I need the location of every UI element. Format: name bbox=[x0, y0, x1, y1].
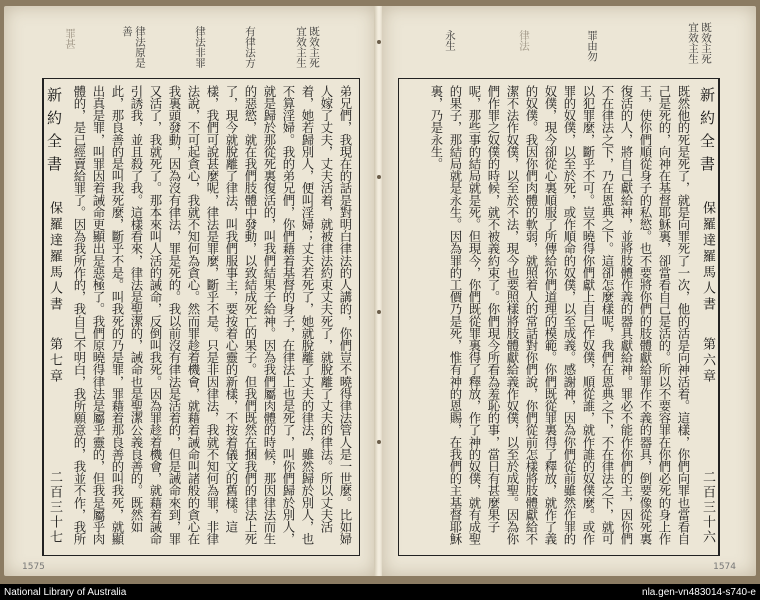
stitch-hole bbox=[377, 40, 381, 44]
margin-note-2: 有律法方 bbox=[244, 26, 256, 68]
margin-note-r1: 既效主死宜效主生 bbox=[687, 22, 712, 64]
pencil-mark-left: 1575 bbox=[22, 562, 45, 572]
left-body-text: 弟兄們，我現在的話是對明白律法的人講的，你們豈不曉得律法管人是一世麼。比如婦人嫁了丈夫，丈夫活着，就被律法約束丈夫死了，就脫離了丈夫的律法。所以丈夫活着，她若歸別人，便叫淫婦；丈夫若死了，她就脫離了丈夫的律法，雖然歸於別人，也不算淫婦。我的弟兄們，你們藉着基督的身子，在律法上也是死了，叫你們歸於別人，就是歸於那從死裏復活的，叫我們結果子給神。因為我們屬肉體的時候，那因律法而生的惡慾，就在我們肢體中發動，以致結成死亡的果子。但我們既然在捆我們的律法上死了，現今就脫離了律法，叫我們服事主，要按着心靈的新樣，不按着儀文的舊樣。這樣，我們可說甚麼呢，律法是罪麼，斷乎不是。只是非因律法，我就不知何為罪，非律法說，不可起貪心，我就不知何為貪心。然而罪趁着機會，就藉着誡命叫諸般的貪心在我裏頭發動，因為沒有律法，罪是死的。我以前沒有律法是活着的，但是誡命來到，罪又活了，我就死了。那本來叫人活的誡命，反倒叫我死。因為罪趁着機會，就藉着誡命引誘我，並且殺了我。這樣看來，律法是聖潔的，誡命也是聖潔公義良善的。既然如此，那良善的是叫我死麼，斷乎不是。叫我死的乃是罪，罪藉着那良善的叫我死，就顯出真是罪，叫罪因着誡命更顯出是惡極了。我們原曉得律法是屬乎靈的，但我是屬乎肉體的，是已經賣給罪了。因為我所作的，我自己不明白，我所願意的，我並不作，我所 bbox=[72, 85, 353, 545]
stitch-hole bbox=[377, 440, 381, 444]
left-running-head bbox=[43, 79, 65, 555]
margin-note-4: 律法原是善 bbox=[121, 26, 146, 68]
margin-note-1: 既效主死宜效主生 bbox=[295, 26, 320, 68]
margin-note-r2: 罪由勿 bbox=[586, 30, 598, 62]
margin-note-5: 罪甚 bbox=[64, 28, 76, 49]
right-body-text: 既然他的死是死了，就是向罪死了一次，他的活是向神活着。這樣，你們向罪也當看自己是死的，向神在基督耶穌裏，卻當看自己是活的。所以不要容罪在你們必死的身上作王，使你們順從身子的私慾。也不要將你們的肢體獻給罪作不義的器具，倒要像從死裏復活的人，將自己獻給神，並將肢體作義的器具獻給神。罪必不能作你們的主，因你們不在律法之下，乃在恩典之下。這卻怎麼樣呢，我們在恩典之下，不在律法之下，就可以犯罪麼，斷乎不可。豈不曉得你們獻上自己作奴僕，順從誰，就作誰的奴僕麼。或作罪的奴僕，以至於死，或作順命的奴僕，以至成義。感謝神，因為你們從前雖然作罪的奴僕，現今卻從心裏順服了所傳給你們道理的模範。你們既從罪裏得了釋放，就作了義的奴僕。我因你們肉體的軟弱，就照着人的常話對你們說，你們從前怎樣將肢體獻給不潔不法作奴僕，以至於不法，現今也要照樣將肢體獻給義作奴僕，以至於成聖。因為你們作罪之奴僕的時候，就不被義約束了。你們現今所看為羞恥的事，當日有甚麼果子呢，那些事的結局就是死。但現今，你們既從罪裏得了釋放，作了神的奴僕，就有成聖的果子，那結局就是永生。因為罪的工價乃是死，惟有神的恩賜，在我們的主基督耶穌裏，乃是永生。 bbox=[429, 85, 691, 545]
page-number: 二百三十七 bbox=[47, 470, 62, 545]
footer-library: National Library of Australia bbox=[4, 586, 127, 598]
chapter-label: 第七章 bbox=[47, 337, 62, 385]
book-subtitle: 保羅達羅馬人書 bbox=[700, 201, 715, 313]
footer-bar bbox=[0, 584, 760, 600]
margin-note-3: 律法非罪 bbox=[194, 26, 206, 68]
page-number: 二百三十六 bbox=[700, 470, 715, 545]
book-subtitle: 保羅達羅馬人書 bbox=[47, 201, 62, 313]
right-text-block bbox=[398, 78, 720, 556]
book-title: 新約全書 bbox=[45, 87, 63, 179]
stitch-hole bbox=[377, 175, 381, 179]
margin-note-r4: 永生 bbox=[444, 30, 456, 51]
stitch-hole bbox=[377, 310, 381, 314]
right-running-head bbox=[697, 79, 719, 555]
margin-note-r3: 律法 bbox=[518, 30, 530, 51]
left-page bbox=[4, 6, 376, 576]
margin-notes-left bbox=[294, 26, 320, 74]
chapter-label: 第六章 bbox=[700, 337, 715, 385]
pencil-mark-right: 1574 bbox=[713, 562, 736, 572]
footer-identifier: nla.gen-vn483014-s740-e bbox=[642, 586, 756, 598]
left-text-block bbox=[42, 78, 360, 556]
right-page bbox=[382, 6, 756, 576]
book-title: 新約全書 bbox=[698, 87, 716, 179]
